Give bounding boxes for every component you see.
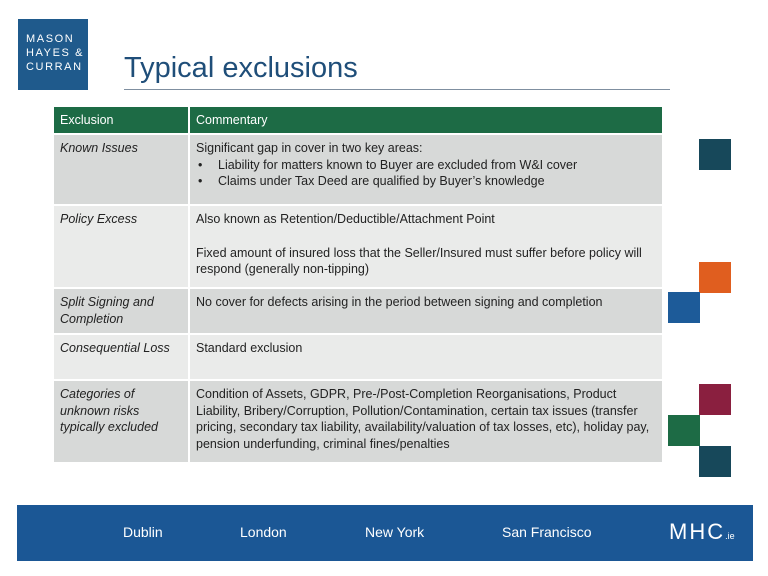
table-row xyxy=(54,289,662,333)
title-underline xyxy=(124,89,670,90)
logo-line: CURRAN xyxy=(26,61,83,73)
commentary-line: Fixed amount of insured loss that the Seller/Insured must suffer before policy will respond (generally non-tipping) xyxy=(196,245,642,276)
commentary-intro: Significant gap in cover in two key areas: xyxy=(196,141,423,155)
footer-bar xyxy=(17,505,753,561)
commentary-cell: Condition of Assets, GDPR, Pre-/Post-Completion Reorganisations, Product Liability, Bribery/Corruption, Pollution/Contamination, certain tax issues (transfer pricing, secondary tax liability, availability/valuation of tax losses, etc), holiday pay, pension underfunding, criminal fines/penalties xyxy=(190,381,662,462)
accent-square xyxy=(699,446,731,477)
exclusion-cell: Known Issues xyxy=(54,135,188,204)
commentary-cell xyxy=(190,135,662,204)
column-header-commentary: Commentary xyxy=(190,107,662,133)
brand-logo xyxy=(669,519,735,545)
commentary-cell xyxy=(190,206,662,287)
logo-line: MASON xyxy=(26,33,75,45)
exclusion-cell: Split Signing and Completion xyxy=(54,289,188,333)
exclusion-cell: Consequential Loss xyxy=(54,335,188,379)
commentary-line: Also known as Retention/Deductible/Attachment Point xyxy=(196,212,495,226)
company-logo xyxy=(18,19,88,90)
footer-city-new-york: New York xyxy=(365,524,425,540)
accent-square xyxy=(699,262,731,293)
brand-name: MHC xyxy=(669,519,726,544)
column-header-exclusion: Exclusion xyxy=(54,107,188,133)
page-title: Typical exclusions xyxy=(124,52,358,84)
commentary-cell: Standard exclusion xyxy=(190,335,662,379)
exclusion-cell: Policy Excess xyxy=(54,206,188,287)
accent-square xyxy=(668,292,700,323)
commentary-bullet: • Liability for matters known to Buyer are excluded from W&I cover xyxy=(196,157,656,174)
table-row xyxy=(54,335,662,379)
footer-city-san-francisco: San Francisco xyxy=(502,524,592,540)
table-row xyxy=(54,206,662,287)
footer-city-dublin: Dublin xyxy=(123,524,163,540)
footer-city-london: London xyxy=(240,524,287,540)
exclusion-cell: Categories of unknown risks typically excluded xyxy=(54,381,188,462)
accent-square xyxy=(699,384,731,415)
accent-square xyxy=(699,139,731,170)
table-row xyxy=(54,381,662,462)
commentary-bullet: • Claims under Tax Deed are qualified by Buyer’s knowledge xyxy=(196,173,656,190)
logo-line: HAYES & xyxy=(26,47,85,59)
exclusions-table xyxy=(52,105,664,464)
commentary-cell: No cover for defects arising in the period between signing and completion xyxy=(190,289,662,333)
accent-square xyxy=(668,415,700,446)
brand-suffix: .ie xyxy=(725,531,735,541)
table-row xyxy=(54,135,662,204)
